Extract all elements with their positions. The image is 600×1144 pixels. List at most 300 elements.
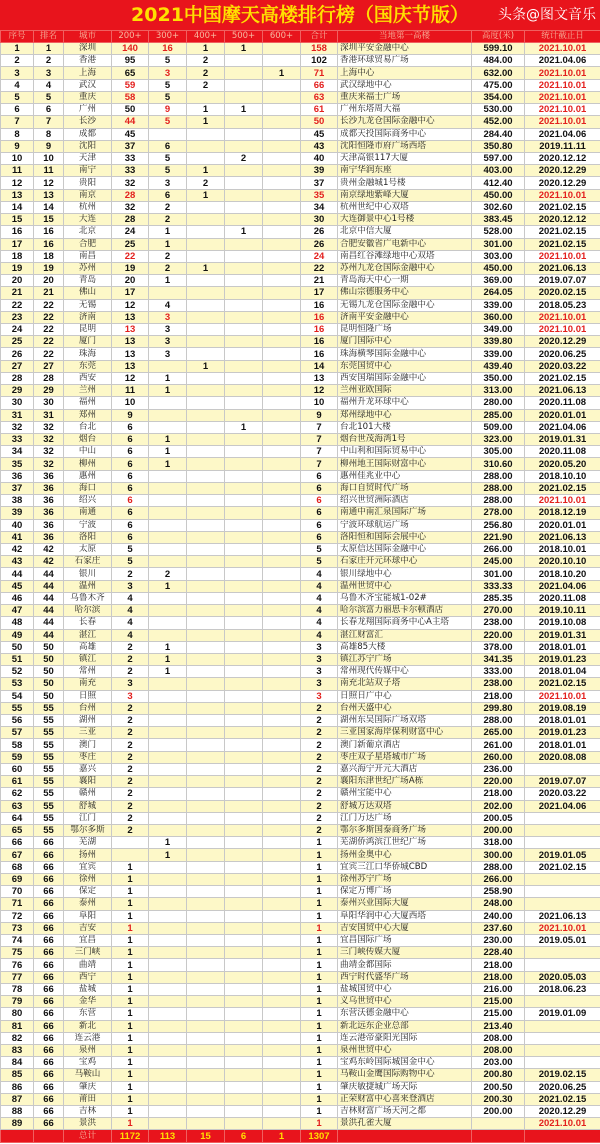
cell-tallest-building: 郑州绿地中心	[338, 409, 472, 421]
cell-seq: 46	[1, 592, 34, 604]
cell-seq: 84	[1, 1057, 34, 1069]
cell-count-500	[225, 446, 263, 458]
cell-rank: 18	[34, 250, 64, 262]
cell-cutoff-date: 2021.02.15	[525, 238, 600, 250]
table-row	[1, 311, 600, 323]
cell-cutoff-date: 2021.06.13	[525, 385, 600, 397]
cell-count-200: 1	[112, 1081, 149, 1093]
cell-seq: 29	[1, 385, 34, 397]
cell-cutoff-date: 2021.10.01	[525, 690, 600, 702]
cell-rank: 36	[34, 507, 64, 519]
cell-total: 6	[301, 495, 338, 507]
cell-seq: 88	[1, 1106, 34, 1118]
cell-cutoff-date	[525, 886, 600, 898]
cell-rank: 16	[34, 226, 64, 238]
cell-count-500	[225, 763, 263, 775]
cell-city: 苏州	[64, 262, 112, 274]
cell-total: 1	[301, 1069, 338, 1081]
cell-count-300: 2	[149, 568, 187, 580]
cell-count-600	[263, 434, 301, 446]
cell-total: 4	[301, 580, 338, 592]
cell-rank: 2	[34, 55, 64, 67]
cell-count-600	[263, 238, 301, 250]
cell-city: 乌鲁木齐	[64, 592, 112, 604]
cell-count-600	[263, 226, 301, 238]
cell-city: 新北	[64, 1020, 112, 1032]
cell-count-300: 1	[149, 653, 187, 665]
cell-height: 260.00	[472, 751, 525, 763]
cell-count-500	[225, 177, 263, 189]
cell-count-200: 13	[112, 336, 149, 348]
cell-city: 西安	[64, 372, 112, 384]
cell-count-300	[149, 727, 187, 739]
cell-rank: 11	[34, 165, 64, 177]
cell-count-500	[225, 1044, 263, 1056]
cell-height: 475.00	[472, 79, 525, 91]
header-count-500: 500+	[225, 31, 263, 43]
cell-count-600	[263, 55, 301, 67]
cell-count-500	[225, 543, 263, 555]
cell-seq: 79	[1, 996, 34, 1008]
cell-tallest-building: 高雄85大楼	[338, 641, 472, 653]
cell-rank: 29	[34, 385, 64, 397]
cell-total: 6	[301, 531, 338, 543]
cell-count-500	[225, 996, 263, 1008]
cell-total: 22	[301, 262, 338, 274]
cell-count-600	[263, 201, 301, 213]
cell-count-500	[225, 409, 263, 421]
cell-total: 39	[301, 165, 338, 177]
cell-tallest-building: 南充北站双子塔	[338, 678, 472, 690]
cell-count-500	[225, 128, 263, 140]
cell-cutoff-date: 2020.12.12	[525, 214, 600, 226]
cell-rank: 8	[34, 128, 64, 140]
cell-city: 湖州	[64, 715, 112, 727]
cell-seq: 33	[1, 434, 34, 446]
cell-cutoff-date: 2021.10.01	[525, 104, 600, 116]
cell-count-600	[263, 568, 301, 580]
cell-height: 216.00	[472, 983, 525, 995]
cell-count-300	[149, 800, 187, 812]
cell-total: 2	[301, 800, 338, 812]
cell-count-400: 1	[187, 189, 225, 201]
cell-count-400: 1	[187, 165, 225, 177]
cell-count-600	[263, 800, 301, 812]
header-cutoff-date: 统计截止日	[525, 31, 600, 43]
cell-seq: 37	[1, 482, 34, 494]
cell-count-600	[263, 715, 301, 727]
cell-cutoff-date: 2020.05.20	[525, 458, 600, 470]
cell-tallest-building: 肇庆敏捷城广场天际	[338, 1081, 472, 1093]
cell-count-300	[149, 470, 187, 482]
cell-count-600	[263, 1093, 301, 1105]
cell-count-200: 4	[112, 592, 149, 604]
cell-seq: 23	[1, 311, 34, 323]
header-count-300: 300+	[149, 31, 187, 43]
cell-count-400	[187, 238, 225, 250]
cell-height: 238.00	[472, 617, 525, 629]
cell-tallest-building: 深圳平安金融中心	[338, 43, 472, 55]
cell-cutoff-date: 2021.10.01	[525, 43, 600, 55]
cell-height: 248.00	[472, 898, 525, 910]
cell-seq: 64	[1, 812, 34, 824]
cell-tallest-building: 香港环球贸易广场	[338, 55, 472, 67]
cell-count-200: 2	[112, 763, 149, 775]
total-row	[1, 1130, 600, 1142]
cell-count-600	[263, 519, 301, 531]
cell-total: 45	[301, 128, 338, 140]
cell-count-300	[149, 873, 187, 885]
cell-height: 323.00	[472, 434, 525, 446]
cell-count-400	[187, 556, 225, 568]
cell-seq: 73	[1, 922, 34, 934]
cell-seq: 8	[1, 128, 34, 140]
cell-city: 香港	[64, 55, 112, 67]
cell-cutoff-date	[525, 1130, 600, 1142]
cell-seq: 3	[1, 67, 34, 79]
cell-count-400	[187, 715, 225, 727]
cell-city: 吉安	[64, 922, 112, 934]
cell-cutoff-date: 2019.01.31	[525, 629, 600, 641]
cell-city: 宜宾	[64, 861, 112, 873]
cell-seq: 10	[1, 152, 34, 164]
cell-count-300	[149, 751, 187, 763]
cell-total: 6	[301, 519, 338, 531]
cell-tallest-building: 哈尔滨富力丽思卡尔顿酒店	[338, 605, 472, 617]
cell-total: 1	[301, 1106, 338, 1118]
table-row	[1, 409, 600, 421]
table-row	[1, 605, 600, 617]
cell-total: 5	[301, 556, 338, 568]
cell-count-400	[187, 776, 225, 788]
cell-count-300	[149, 1020, 187, 1032]
table-row	[1, 128, 600, 140]
table-row	[1, 1118, 600, 1130]
cell-city: 长春	[64, 617, 112, 629]
cell-count-500	[225, 568, 263, 580]
cell-height: 339.00	[472, 299, 525, 311]
cell-cutoff-date: 2020.12.29	[525, 165, 600, 177]
cell-count-500	[225, 1057, 263, 1069]
cell-seq: 35	[1, 458, 34, 470]
cell-count-300: 3	[149, 177, 187, 189]
cell-count-300	[149, 556, 187, 568]
cell-count-300: 5	[149, 79, 187, 91]
cell-count-600	[263, 1020, 301, 1032]
cell-count-300	[149, 1069, 187, 1081]
cell-tallest-building: 阜阳华润中心大厦西塔	[338, 910, 472, 922]
table-row	[1, 898, 600, 910]
cell-city: 莆田	[64, 1093, 112, 1105]
cell-count-400: 1	[187, 262, 225, 274]
header-city: 城市	[64, 31, 112, 43]
cell-count-500	[225, 898, 263, 910]
cell-city: 总计	[64, 1130, 112, 1142]
cell-count-600	[263, 1081, 301, 1093]
cell-count-300: 5	[149, 116, 187, 128]
cell-count-500	[225, 971, 263, 983]
cell-count-500	[225, 434, 263, 446]
cell-seq: 53	[1, 678, 34, 690]
cell-total: 16	[301, 299, 338, 311]
cell-count-200: 1	[112, 1032, 149, 1044]
cell-cutoff-date: 2020.01.01	[525, 409, 600, 421]
cell-count-200: 11	[112, 385, 149, 397]
cell-total: 6	[301, 507, 338, 519]
cell-count-200: 37	[112, 140, 149, 152]
cell-count-400	[187, 275, 225, 287]
table-row	[1, 947, 600, 959]
cell-count-400: 1	[187, 360, 225, 372]
cell-city: 福州	[64, 397, 112, 409]
cell-count-300	[149, 788, 187, 800]
cell-rank: 66	[34, 996, 64, 1008]
cell-count-500	[225, 751, 263, 763]
cell-tallest-building: 天津高银117大厦	[338, 152, 472, 164]
cell-total: 43	[301, 140, 338, 152]
cell-tallest-building: 惠州佳兆业中心	[338, 470, 472, 482]
table-row	[1, 201, 600, 213]
cell-count-400: 2	[187, 177, 225, 189]
cell-cutoff-date: 2018.01.01	[525, 641, 600, 653]
cell-count-600	[263, 934, 301, 946]
cell-city: 襄阳	[64, 776, 112, 788]
cell-rank: 66	[34, 886, 64, 898]
cell-count-400	[187, 1008, 225, 1020]
cell-rank: 66	[34, 1032, 64, 1044]
cell-count-600	[263, 739, 301, 751]
cell-seq: 86	[1, 1081, 34, 1093]
cell-height: 313.00	[472, 385, 525, 397]
cell-city: 宁波	[64, 519, 112, 531]
cell-count-200: 1172	[112, 1130, 149, 1142]
cell-count-400	[187, 372, 225, 384]
cell-seq: 80	[1, 1008, 34, 1020]
cell-height: 218.00	[472, 971, 525, 983]
cell-city: 兰州	[64, 385, 112, 397]
cell-rank: 22	[34, 311, 64, 323]
cell-seq: 17	[1, 238, 34, 250]
cell-total: 102	[301, 55, 338, 67]
table-row	[1, 458, 600, 470]
cell-count-500: 2	[225, 152, 263, 164]
cell-tallest-building: 南宁华润东座	[338, 165, 472, 177]
cell-cutoff-date	[525, 1057, 600, 1069]
cell-count-400	[187, 458, 225, 470]
cell-tallest-building: 合肥安徽省广电新中心	[338, 238, 472, 250]
cell-count-500	[225, 189, 263, 201]
cell-count-200: 1	[112, 947, 149, 959]
cell-count-500	[225, 629, 263, 641]
cell-city: 温州	[64, 580, 112, 592]
cell-count-500	[225, 690, 263, 702]
cell-city: 北京	[64, 226, 112, 238]
cell-tallest-building: 海口自贸时代广场	[338, 482, 472, 494]
cell-cutoff-date	[525, 996, 600, 1008]
cell-seq: 12	[1, 177, 34, 189]
cell-tallest-building: 厦门国际中心	[338, 336, 472, 348]
cell-seq: 4	[1, 79, 34, 91]
cell-count-200: 3	[112, 580, 149, 592]
cell-count-500	[225, 299, 263, 311]
cell-rank: 55	[34, 776, 64, 788]
cell-total: 63	[301, 91, 338, 103]
table-row	[1, 299, 600, 311]
cell-cutoff-date	[525, 1032, 600, 1044]
cell-rank: 10	[34, 152, 64, 164]
cell-count-400	[187, 959, 225, 971]
cell-city: 大连	[64, 214, 112, 226]
cell-total: 61	[301, 104, 338, 116]
table-row	[1, 763, 600, 775]
cell-count-600	[263, 873, 301, 885]
cell-total: 4	[301, 592, 338, 604]
cell-city: 武汉	[64, 79, 112, 91]
cell-count-200: 50	[112, 104, 149, 116]
cell-cutoff-date: 2021.04.06	[525, 800, 600, 812]
cell-seq: 39	[1, 507, 34, 519]
cell-count-400	[187, 1044, 225, 1056]
cell-count-600	[263, 287, 301, 299]
cell-cutoff-date	[525, 898, 600, 910]
cell-cutoff-date: 2019.01.23	[525, 727, 600, 739]
skyscraper-ranking-table	[0, 30, 600, 1143]
cell-tallest-building: 日照日广中心	[338, 690, 472, 702]
cell-seq: 42	[1, 543, 34, 555]
cell-cutoff-date: 2020.11.08	[525, 397, 600, 409]
cell-count-500	[225, 959, 263, 971]
cell-height: 341.35	[472, 653, 525, 665]
cell-total: 3	[301, 666, 338, 678]
cell-count-500: 6	[225, 1130, 263, 1142]
cell-rank: 44	[34, 605, 64, 617]
cell-tallest-building: 徐州苏宁广场	[338, 873, 472, 885]
cell-count-500	[225, 666, 263, 678]
cell-count-400	[187, 1057, 225, 1069]
cell-city: 阜阳	[64, 910, 112, 922]
cell-city: 佛山	[64, 287, 112, 299]
cell-total: 2	[301, 751, 338, 763]
cell-count-200: 1	[112, 886, 149, 898]
cell-total: 2	[301, 812, 338, 824]
cell-total: 2	[301, 776, 338, 788]
table-row	[1, 959, 600, 971]
cell-count-300	[149, 482, 187, 494]
cell-height: 280.00	[472, 397, 525, 409]
cell-cutoff-date: 2020.03.22	[525, 788, 600, 800]
cell-total: 1	[301, 983, 338, 995]
cell-count-200: 1	[112, 1093, 149, 1105]
cell-total: 7	[301, 458, 338, 470]
cell-seq: 45	[1, 580, 34, 592]
cell-tallest-building: 南京绿地紫峰大厦	[338, 189, 472, 201]
cell-city: 澳门	[64, 739, 112, 751]
cell-cutoff-date: 2019.01.09	[525, 1008, 600, 1020]
cell-rank: 66	[34, 1081, 64, 1093]
cell-rank: 66	[34, 837, 64, 849]
cell-count-300: 1	[149, 641, 187, 653]
cell-rank: 44	[34, 592, 64, 604]
cell-seq: 65	[1, 825, 34, 837]
cell-cutoff-date: 2019.05.01	[525, 934, 600, 946]
cell-count-300	[149, 629, 187, 641]
cell-height: 369.00	[472, 275, 525, 287]
cell-count-500	[225, 79, 263, 91]
cell-count-200: 2	[112, 727, 149, 739]
table-row	[1, 482, 600, 494]
cell-cutoff-date: 2021.02.15	[525, 678, 600, 690]
table-row	[1, 250, 600, 262]
cell-count-400	[187, 348, 225, 360]
cell-tallest-building: 宝鸡东岭国际城国金中心	[338, 1057, 472, 1069]
cell-count-300	[149, 617, 187, 629]
cell-cutoff-date: 2021.02.15	[525, 372, 600, 384]
cell-tallest-building: 盐城国贸中心	[338, 983, 472, 995]
cell-cutoff-date: 2021.10.01	[525, 189, 600, 201]
table-row	[1, 226, 600, 238]
cell-count-300	[149, 592, 187, 604]
cell-seq: 75	[1, 947, 34, 959]
cell-height: 218.00	[472, 690, 525, 702]
cell-count-200: 32	[112, 177, 149, 189]
cell-count-400: 1	[187, 104, 225, 116]
cell-count-400: 2	[187, 67, 225, 79]
cell-rank: 12	[34, 177, 64, 189]
cell-count-600	[263, 629, 301, 641]
table-row	[1, 397, 600, 409]
cell-count-600	[263, 971, 301, 983]
cell-seq: 32	[1, 421, 34, 433]
cell-count-300	[149, 910, 187, 922]
cell-city: 烟台	[64, 434, 112, 446]
cell-count-200: 2	[112, 812, 149, 824]
cell-rank: 44	[34, 580, 64, 592]
cell-count-200: 1	[112, 861, 149, 873]
cell-seq: 63	[1, 800, 34, 812]
cell-tallest-building: 鄂尔多斯国泰商务广场	[338, 825, 472, 837]
cell-count-300	[149, 690, 187, 702]
cell-tallest-building: 宜昌国际广场	[338, 934, 472, 946]
cell-height: 266.00	[472, 543, 525, 555]
cell-count-500	[225, 507, 263, 519]
cell-city: 曲靖	[64, 959, 112, 971]
cell-cutoff-date: 2021.04.06	[525, 580, 600, 592]
cell-city: 贵阳	[64, 177, 112, 189]
cell-tallest-building: 杭州世纪中心双塔	[338, 201, 472, 213]
cell-count-400	[187, 849, 225, 861]
table-row	[1, 751, 600, 763]
cell-cutoff-date: 2021.10.01	[525, 67, 600, 79]
cell-rank: 28	[34, 372, 64, 384]
cell-cutoff-date: 2021.10.01	[525, 922, 600, 934]
cell-rank: 55	[34, 727, 64, 739]
cell-seq: 16	[1, 226, 34, 238]
table-row	[1, 543, 600, 555]
cell-height: 302.60	[472, 201, 525, 213]
cell-count-200: 1	[112, 996, 149, 1008]
cell-seq: 69	[1, 873, 34, 885]
cell-count-300	[149, 519, 187, 531]
cell-cutoff-date: 2020.12.29	[525, 336, 600, 348]
table-row	[1, 641, 600, 653]
cell-rank: 66	[34, 922, 64, 934]
table-row	[1, 922, 600, 934]
cell-count-200: 1	[112, 1069, 149, 1081]
cell-height: 288.00	[472, 861, 525, 873]
cell-seq: 1	[1, 43, 34, 55]
cell-count-200: 9	[112, 409, 149, 421]
cell-rank: 5	[34, 91, 64, 103]
